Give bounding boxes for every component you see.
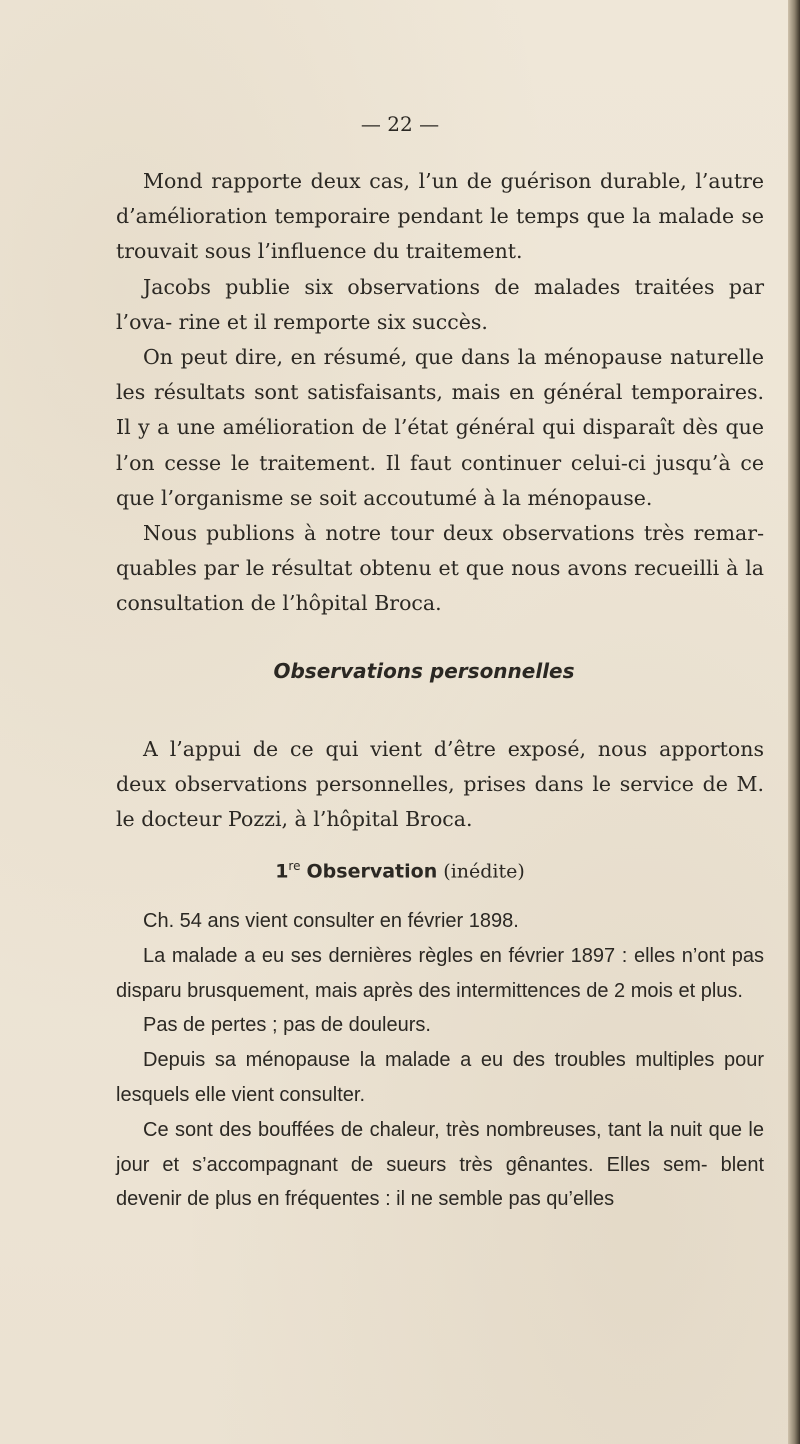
- observation-paragraph: La malade a eu ses dernières règles en février 1897 : elles n’ont pas disparu brusquement, mais après des intermittences de 2 mois et plus.: [116, 944, 764, 1002]
- paragraph-a-lappui: A l’appui de ce qui vient d’être exposé, nous apportons deux observations personnelles, prises dans le service de M. le docteur Pozzi, à l’hôpital Broca.: [116, 737, 764, 832]
- observation-paragraph: Ce sont des bouffées de chaleur, très nombreuses, tant la nuit que le jour et s’accompagnant de sueurs très gênantes. Elles sem- blent devenir de plus en fréquentes : il ne semble pas qu’elles: [116, 1118, 764, 1211]
- observation-paragraph: Depuis sa ménopause la malade a eu des troubles multiples pour lesquels elle vient consulter.: [116, 1049, 764, 1106]
- observation-text: [116, 904, 764, 1217]
- observation-paragraph: Pas de pertes ; pas de douleurs.: [143, 1014, 431, 1037]
- observation-paragraph: Ch. 54 ans vient consulter en février 1898.: [143, 910, 519, 932]
- observation-number: 1: [275, 860, 289, 883]
- intro-text: [116, 164, 764, 622]
- page-number: — 22 —: [360, 112, 440, 136]
- section-heading: Observations personnelles: [273, 659, 575, 683]
- page-edge-shadow: [788, 0, 800, 1444]
- observation-title: Observation: [306, 860, 438, 883]
- paragraph-mond: Mond rapporte deux cas, l’un de guérison durable, l’autre d’amélioration temporaire pendant le temps que la malade se trouvait sous l’influence du traitement.: [116, 169, 764, 264]
- paragraph-jacobs: Jacobs publie six observations de malades traitées par l’ova- rine et il remporte six succès.: [116, 274, 764, 334]
- observation-heading: [0, 859, 800, 882]
- observation-number-superscript: re: [288, 859, 301, 873]
- section-text: [116, 732, 764, 838]
- paragraph-resume: On peut dire, en résumé, que dans la ménopause naturelle les résultats sont satisfaisants, mais en général temporaires. Il y a une amélioration de l’état général qui disparaît dès que l’on cesse le traitement. Il faut continuer celui-ci jusqu’à ce que l’organisme se soit accoutumé à la ménopause.: [116, 345, 764, 510]
- observation-note: (inédite): [443, 860, 525, 883]
- paragraph-nous-publions: Nous publions à notre tour deux observations très remar- quables par le résultat obtenu et que nous avons recueilli à la consultation de l’hôpital Broca.: [116, 521, 764, 616]
